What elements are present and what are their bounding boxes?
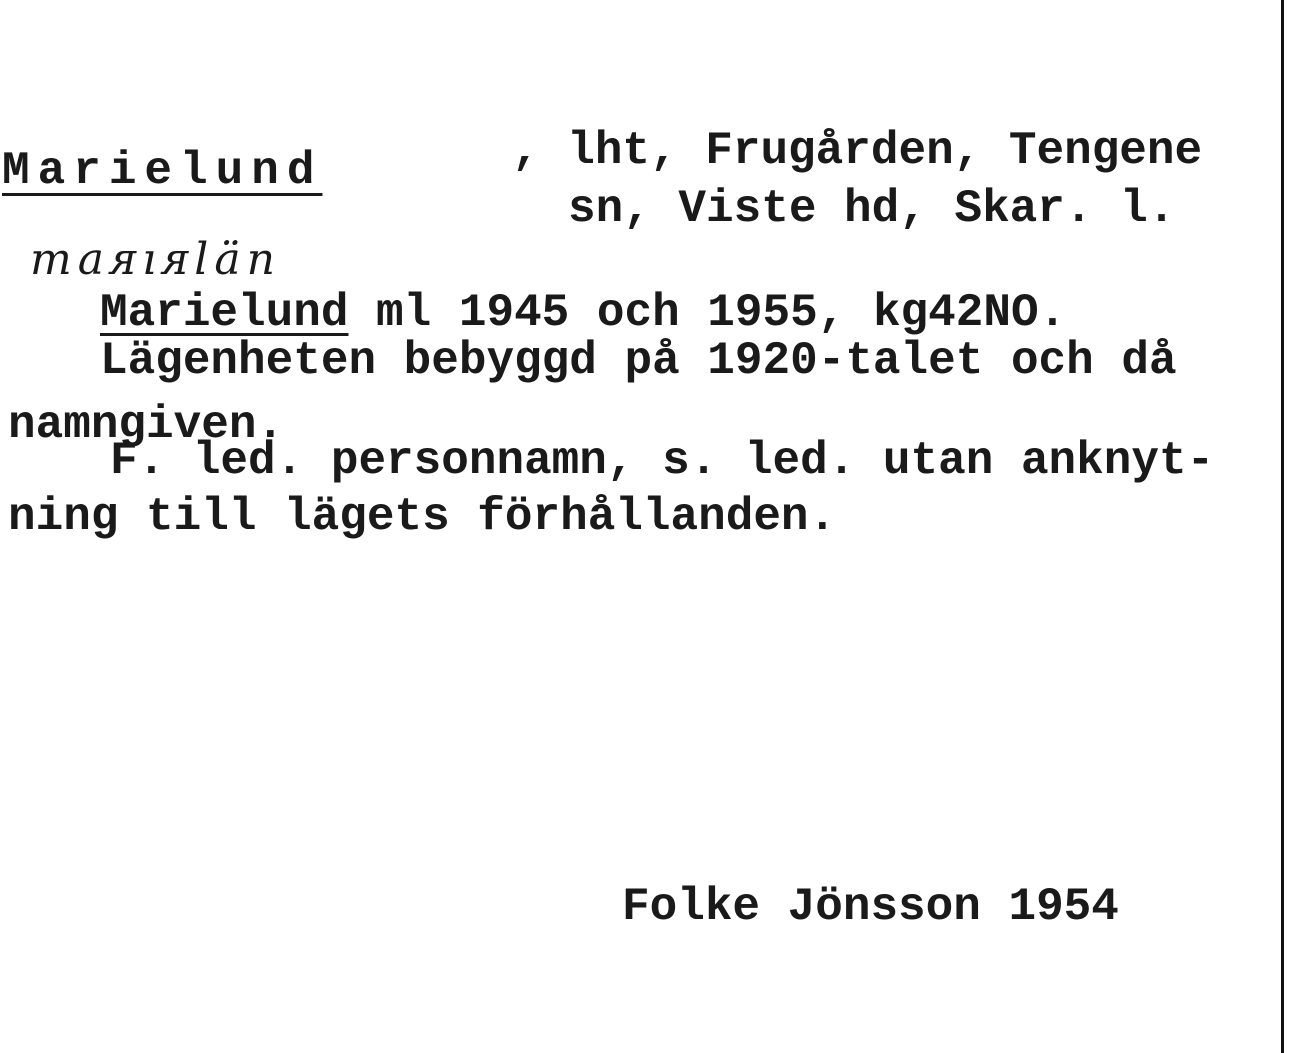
record-name: Marielund	[100, 287, 349, 339]
body-line-3: F. led. personnamn, s. led. utan anknyt-	[110, 435, 1215, 487]
handwritten-pronunciation: maᴙıᴙlän	[30, 234, 281, 285]
record-line	[100, 287, 1067, 339]
body-line-4: ning till lägets förhållanden.	[8, 491, 837, 543]
body-line-1: Lägenheten bebyggd på 1920-talet och då	[100, 335, 1177, 387]
card-edge-line	[1281, 0, 1284, 1053]
headword-location-line-2: sn, Viste hd, Skar. l.	[568, 183, 1176, 235]
headword-location-line-1: , lht, Frugården, Tengene	[512, 125, 1203, 177]
signature: Folke Jönsson 1954	[622, 881, 1119, 933]
headword: Marielund	[2, 145, 323, 197]
body-line-2: namngiven.	[8, 399, 285, 451]
record-rest: ml 1945 och 1955, kg42NO.	[348, 287, 1067, 339]
